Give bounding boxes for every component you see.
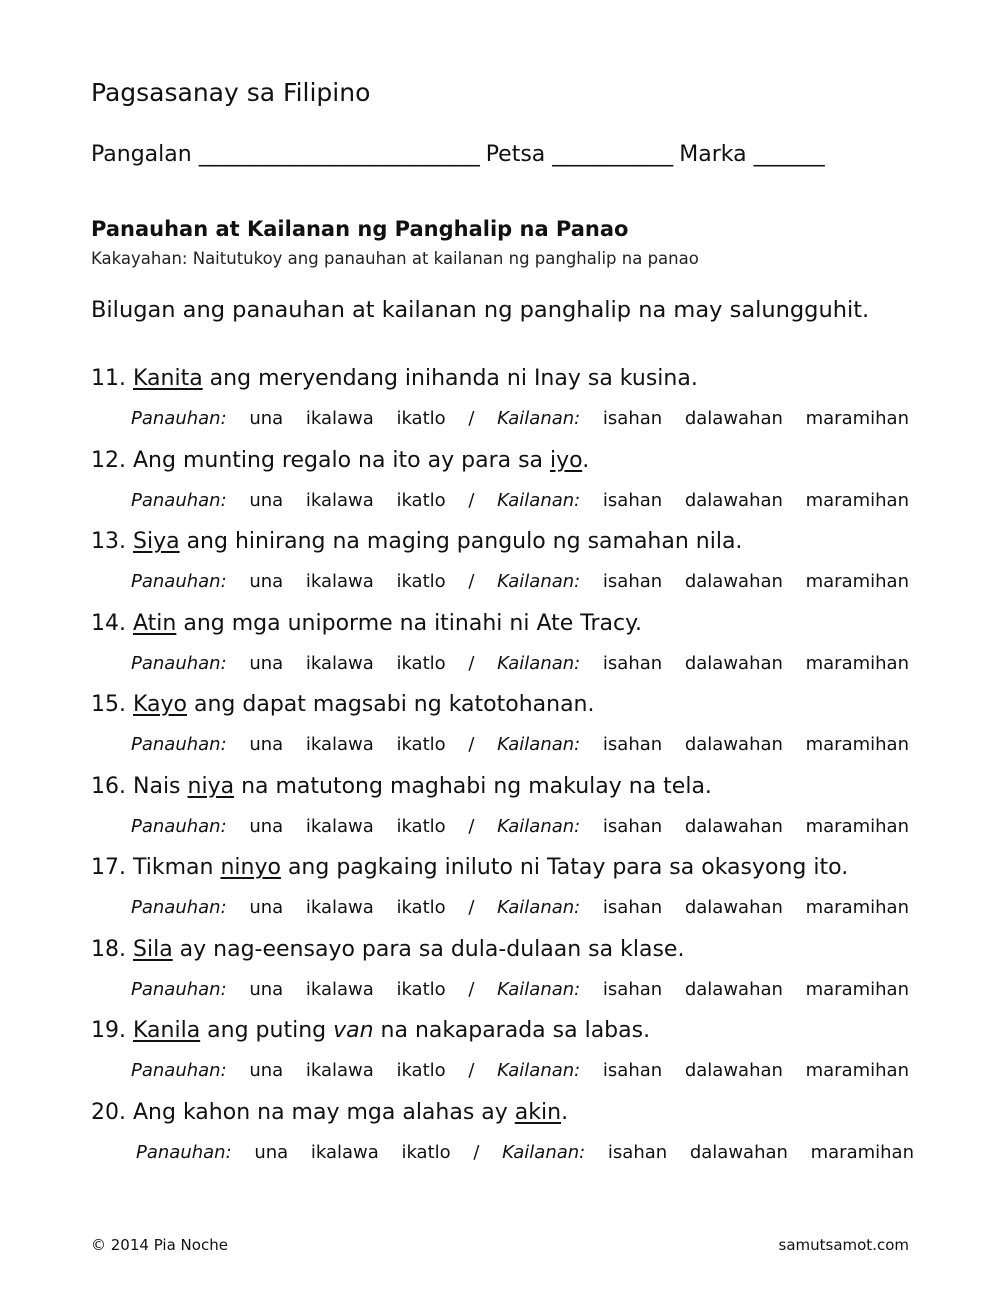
name-label: Pangalan [91,142,192,167]
underlined-pronoun: iyo [550,447,583,473]
choice-dalawahan[interactable]: dalawahan [689,1141,788,1163]
choice-dalawahan[interactable]: dalawahan [684,652,783,674]
choice-maramihan[interactable]: maramihan [805,652,909,674]
kailanan-label: Kailanan: [497,408,581,429]
answer-choices [131,1060,909,1081]
choice-ikalawa[interactable]: ikalawa [305,652,374,674]
choice-maramihan[interactable]: maramihan [805,571,909,592]
sentence-after: ang meryendang inihanda ni Inay sa kusina. [202,366,698,391]
choice-ikatlo[interactable]: ikatlo [401,1141,451,1163]
underlined-pronoun: Kanila [133,1018,201,1043]
question-number: 11. [91,366,126,391]
answer-choices [131,408,909,429]
question-number: 18. [91,936,126,962]
choice-isahan[interactable]: isahan [602,978,663,1000]
score-label: Marka [679,142,747,167]
skill-description: Kakayahan: Naitutukoy ang panauhan at kailanan ng panghalip na panao [91,249,699,268]
choice-ikalawa[interactable]: ikalawa [305,571,374,592]
choice-maramihan[interactable]: maramihan [805,897,909,918]
choice-isahan[interactable]: isahan [602,652,663,674]
kailanan-label: Kailanan: [497,815,581,837]
choice-dalawahan[interactable]: dalawahan [684,571,783,592]
question-item [91,1100,931,1182]
choice-maramihan[interactable]: maramihan [805,408,909,429]
choice-isahan[interactable]: isahan [607,1141,668,1163]
question-sentence [91,366,698,391]
question-sentence [91,855,848,880]
choice-separator: / [468,897,475,918]
underlined-pronoun: akin [514,1099,562,1125]
question-number: 13. [91,529,126,554]
underlined-pronoun: Sila [133,936,173,962]
question-number: 17. [91,855,126,880]
question-number: 20. [91,1099,126,1125]
choice-ikalawa[interactable]: ikalawa [310,1141,379,1163]
answer-choices [131,816,909,837]
sentence-after-2: na nakaparada sa labas. [373,1018,651,1043]
kailanan-label: Kailanan: [497,571,581,592]
choice-ikatlo[interactable]: ikatlo [396,652,446,674]
panauhan-label: Panauhan: [131,1060,227,1081]
question-item [91,692,931,774]
question-sentence [91,1018,650,1043]
choice-ikatlo[interactable]: ikatlo [396,408,446,429]
choice-maramihan[interactable]: maramihan [805,1060,909,1081]
choice-separator: / [468,1060,475,1081]
underlined-pronoun: ninyo [220,855,281,880]
choice-una[interactable]: una [249,489,284,511]
website: samutsamot.com [778,1236,909,1254]
choice-ikalawa[interactable]: ikalawa [305,408,374,429]
instruction: Bilugan ang panauhan at kailanan ng panghalip na may salungguhit. [91,297,870,323]
underlined-pronoun: Siya [133,529,180,554]
panauhan-label: Panauhan: [131,897,227,918]
choice-ikalawa[interactable]: ikalawa [305,978,374,1000]
choice-dalawahan[interactable]: dalawahan [684,897,783,918]
choice-maramihan[interactable]: maramihan [805,815,909,837]
answer-choices [131,571,909,592]
panauhan-label: Panauhan: [131,815,227,837]
sentence-after: ay nag-eensayo para sa dula-dulaan sa klase. [172,936,685,962]
kailanan-label: Kailanan: [497,1060,581,1081]
sentence-before: Tikman [133,855,221,880]
sentence-after: ang pagkaing iniluto ni Tatay para sa okasyong ito. [280,855,849,880]
sentence-after: na matutong maghabi ng makulay na tela. [234,773,712,799]
sentence-after: ang dapat magsabi ng katotohanan. [187,692,595,717]
kailanan-label: Kailanan: [497,897,581,918]
choice-ikalawa[interactable]: ikalawa [305,815,374,837]
copyright: © 2014 Pia Noche [91,1236,228,1254]
choice-isahan[interactable]: isahan [602,408,663,429]
sentence-after: ang mga uniporme na itinahi ni Ate Tracy. [176,610,642,636]
date-label: Petsa [485,142,546,167]
sentence-after: . [582,447,590,473]
choice-separator: / [468,652,475,674]
choice-ikalawa[interactable]: ikalawa [305,489,374,511]
question-number: 14. [91,610,126,636]
choice-separator: / [468,408,475,429]
sentence-after: ang hinirang na maging pangulo ng samahan nila. [179,529,743,554]
choice-isahan[interactable]: isahan [602,571,663,592]
choice-una[interactable]: una [249,734,284,755]
choice-separator: / [468,978,475,1000]
underlined-pronoun: Atin [133,610,177,636]
question-item [91,529,931,611]
answer-choices [131,490,909,511]
underlined-pronoun: Kayo [133,692,188,717]
question-item [91,448,931,530]
question-sentence [91,692,595,717]
panauhan-label: Panauhan: [131,489,227,511]
choice-ikatlo[interactable]: ikatlo [396,489,446,511]
choice-separator: / [468,571,475,592]
choice-una[interactable]: una [249,652,284,674]
choice-ikatlo[interactable]: ikatlo [396,1060,446,1081]
choice-una[interactable]: una [249,571,284,592]
question-item [91,366,931,448]
choice-dalawahan[interactable]: dalawahan [684,978,783,1000]
choice-ikatlo[interactable]: ikatlo [396,571,446,592]
question-number: 19. [91,1018,126,1043]
kailanan-label: Kailanan: [502,1141,586,1163]
choice-separator: / [468,489,475,511]
underlined-pronoun: niya [187,773,235,799]
sentence-before: Nais [133,773,188,799]
worksheet-title: Pagsasanay sa Filipino [91,78,371,107]
question-item [91,1018,931,1100]
choice-una[interactable]: una [254,1141,289,1163]
choice-separator: / [468,734,475,755]
question-sentence [91,1100,568,1125]
kailanan-label: Kailanan: [497,734,581,755]
choice-ikatlo[interactable]: ikatlo [396,734,446,755]
choice-ikatlo[interactable]: ikatlo [396,978,446,1000]
underlined-pronoun: Kanita [133,366,203,391]
question-item [91,937,931,1019]
choice-maramihan[interactable]: maramihan [810,1141,914,1163]
answer-choices [136,1142,914,1163]
section-title: Panauhan at Kailanan ng Panghalip na Panao [91,217,629,241]
score-blank[interactable]: _______ [753,142,824,167]
choice-una[interactable]: una [249,408,284,429]
question-sentence [91,611,642,636]
kailanan-label: Kailanan: [497,652,581,674]
choice-una[interactable]: una [249,897,284,918]
kailanan-label: Kailanan: [497,978,581,1000]
sentence-before: Ang kahon na may mga alahas ay [133,1099,515,1125]
choice-maramihan[interactable]: maramihan [805,489,909,511]
choice-dalawahan[interactable]: dalawahan [684,1060,783,1081]
choice-una[interactable]: una [249,815,284,837]
choice-ikalawa[interactable]: ikalawa [305,897,374,918]
sentence-after: ang puting [200,1018,334,1043]
choice-separator: / [473,1141,480,1163]
answer-choices [131,734,909,755]
question-sentence [91,448,589,473]
panauhan-label: Panauhan: [131,652,227,674]
choice-dalawahan[interactable]: dalawahan [684,408,783,429]
answer-choices [131,897,909,918]
answer-choices [131,653,909,674]
choice-una[interactable]: una [249,1060,284,1081]
panauhan-label: Panauhan: [131,734,227,755]
question-number: 12. [91,447,126,473]
name-blank[interactable]: ____________________________ [198,142,479,167]
choice-ikatlo[interactable]: ikatlo [396,897,446,918]
choice-una[interactable]: una [249,978,284,1000]
question-list [91,366,931,1181]
panauhan-label: Panauhan: [131,408,227,429]
question-item [91,774,931,856]
choice-dalawahan[interactable]: dalawahan [684,734,783,755]
choice-isahan[interactable]: isahan [602,489,663,511]
date-blank[interactable]: ____________ [552,142,673,167]
question-sentence [91,937,684,962]
panauhan-label: Panauhan: [131,978,227,1000]
choice-ikalawa[interactable]: ikalawa [305,734,374,755]
choice-isahan[interactable]: isahan [602,1060,663,1081]
choice-maramihan[interactable]: maramihan [805,978,909,1000]
choice-dalawahan[interactable]: dalawahan [684,489,783,511]
question-item [91,611,931,693]
choice-dalawahan[interactable]: dalawahan [684,815,783,837]
sentence-after: . [561,1099,569,1125]
question-number: 15. [91,692,126,717]
italic-word: van [333,1018,374,1043]
choice-separator: / [468,815,475,837]
panauhan-label: Panauhan: [136,1141,232,1163]
question-sentence [91,774,712,799]
question-sentence [91,529,742,554]
student-info-line [91,142,824,167]
question-item [91,855,931,937]
sentence-before: Ang munting regalo na ito ay para sa [133,447,551,473]
panauhan-label: Panauhan: [131,571,227,592]
choice-isahan[interactable]: isahan [602,815,663,837]
answer-choices [131,979,909,1000]
choice-ikalawa[interactable]: ikalawa [305,1060,374,1081]
choice-maramihan[interactable]: maramihan [805,734,909,755]
choice-ikatlo[interactable]: ikatlo [396,815,446,837]
choice-isahan[interactable]: isahan [602,734,663,755]
question-number: 16. [91,773,126,799]
kailanan-label: Kailanan: [497,489,581,511]
choice-isahan[interactable]: isahan [602,897,663,918]
